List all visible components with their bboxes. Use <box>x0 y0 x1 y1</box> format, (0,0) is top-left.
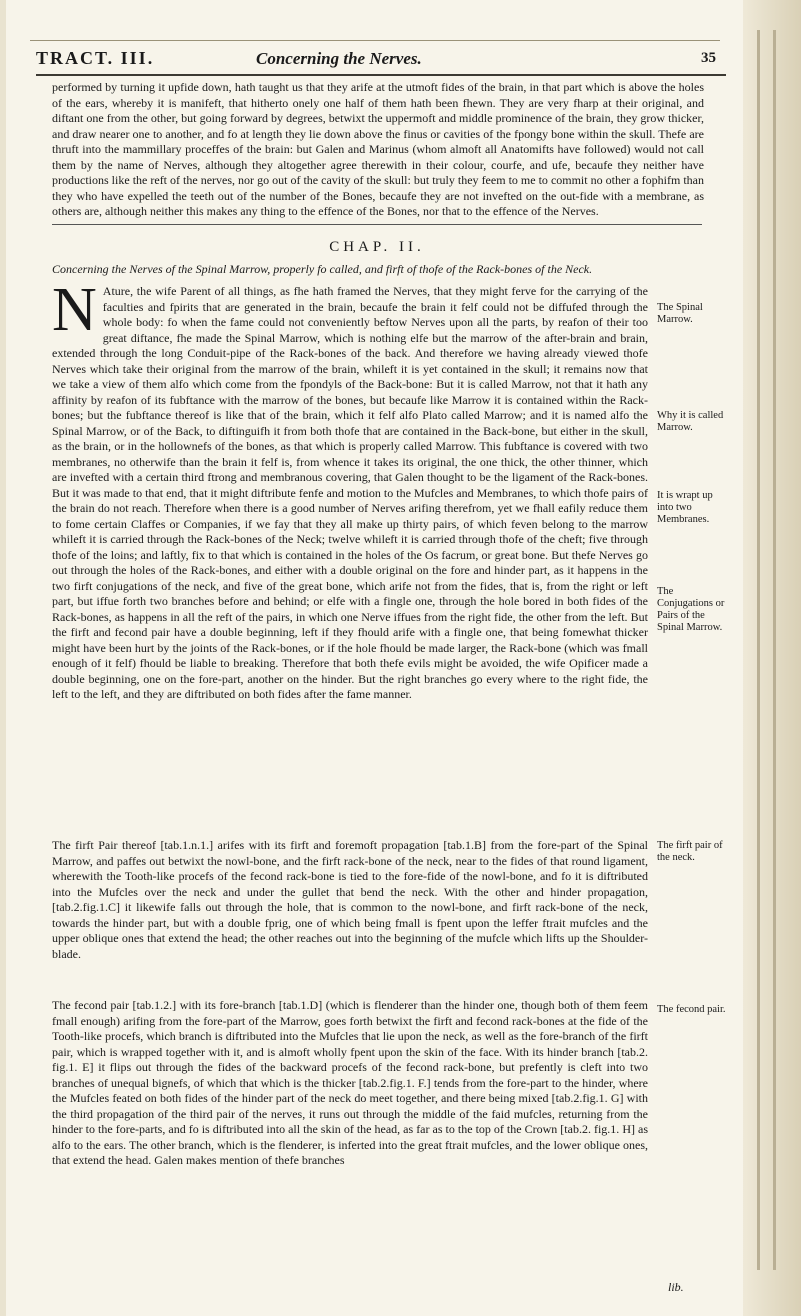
intro-paragraph: performed by turning it upfide down, hath taught us that they arife at the utmoft fides of the brain, in that part which is above the holes of the ears, whereby it is manifeft, that hitherto onely one half of them hath been fhewn. They are very fharp at their original, and diftant one from the other, but going forward by degrees, betwixt the uppermoft and middle prominence of the brain, they grow thicker, and draw nearer one to another, and fo at length they lie down above the finus or cavities of the fpongy bone within the skull. Thefe are thruft into the mammillary proceffes of the brain: but Galen and Marinus (whom almoft all Anatomifts have followed) would not call them by the name of Nerves, although they altogether agree therewith in their colour, courfe, and ufe, becaufe they neither have productions like the reft of the nerves, nor go out of the cavity of the skull: but truly they feem to me to commit no other a fophifm than they who have expelled the teeth out of the number of the Bones, becaufe they are not invefted on the out-fide with a membrane, as others are, although neither this makes any thing to the effence of the Bones, nor that to the effence of the Nerves. <box>52 80 704 218</box>
page-left-edge <box>0 0 6 1316</box>
binding-line <box>773 30 776 1270</box>
chapter-body <box>52 276 648 703</box>
paragraph-3: The fecond pair [tab.1.2.] with its fore-branch [tab.1.D] (which is flenderer than the hinder one, though both of them feem fmall enough) arifing from the fore-part of the Marrow, goes forth betwixt the firft and fecond rack-bones at the fide of the Tooth-like procefs, which branch is diftributed into the Mufcles that lie upon the neck, as well as the fore-branch of the firft pair, which is wrapped together with it, and is almoft wholly fpent upon the skin of the face. With its hinder branch [tab.2. fig.1. E] it flips out through the fides of the backward procefs of the fecond rack-bone, but prefently is cleft into two branches of unequal bignefs, of which that which is the thicker [tab.2.fig.1. F.] tends from the fore-part to the hinder, where the Mufcles feated on both fides of the hinder part of the neck do meet together, and there being mixed [tab.2.fig.1. G] with the third propagation of the third pair of the nerves, it runs out through the middle of the faid mufcles, returning from the hinder to the fore-parts, and fo is diftributed into all the skin of the head, as far as to the top of the Crown [tab.2. fig.1. H] as alfo to the ears. The other branch, which is the flenderer, is inferted into the great ftrait mufcles, and the lower oblique ones, that extend the head. Galen makes mention of thefe branches <box>52 998 648 1167</box>
margin-note: The fecond pair. <box>657 1004 726 1015</box>
page-number: 35 <box>701 50 716 66</box>
header-rule <box>36 74 726 76</box>
margin-note: It is wrapt up into two Membranes. <box>657 490 713 525</box>
margin-note: The Spinal Marrow. <box>657 302 703 325</box>
chapter-heading: CHAP. II. <box>329 239 425 255</box>
paragraph-2: The firft Pair thereof [tab.1.n.1.] arifes with its firft and foremoft propagation [tab.1.B] from the fore-part of the Spinal Marrow, and paffes out betwixt the nowl-bone, and the firft rack-bone of the neck, near to the fides of that round ligament, wherewith the Tooth-like procefs of the fecond rack-bone is tied to the fore-fide of the nowl-bone, and fo it is diftributed into the Mufcles over the neck and under the gullet that bend the neck. With the other and hinder propagation, [tab.2.fig.1.C] it likewife falls out through the hole, that is common to the nowl-bone, and firft rack-bone of the neck, towards the hinder part, but with a double fprig, one of which being fmall is fpent upon the leffer ftrait mufcles and the upper oblique ones that extend the head; the other reaches out into the beginning of the mufcle which lifts up the Shoulder-blade. <box>52 838 648 961</box>
drop-cap: N <box>52 276 97 344</box>
chapter-subtitle: Concerning the Nerves of the Spinal Marrow, properly fo called, and firft of thofe of the Rack-bones of the Neck. <box>52 262 593 276</box>
page-header <box>36 48 726 72</box>
tract-label: TRACT. III. <box>36 48 155 68</box>
margin-note: The firft pair of the neck. <box>657 840 723 863</box>
catchword: lib. <box>668 1280 684 1294</box>
running-title: Concerning the Nerves. <box>256 49 422 68</box>
paragraph-1: Ature, the wife Parent of all things, as fhe hath framed the Nerves, that they might ferve for the carrying of the faculties and fpirits that are generated in the brain, becaufe the brain it felf could not be diffufed through the whole body: fo when the fame could not conveniently beftow Nerves upon all the parts, by reafon of their too great diftance, fhe made the Spinal Marrow, which is nothing elfe but the marrow of the after-brain and brain, extended through the long Conduit-pipe of the Rack-bones of the back. And therefore we having already viewed thofe Nerves which take their original from the marrow of the brain, whileft it is yet contained in the skull; it remains now that we take a view of them alfo which come from the fpondyls of the Back-bone: But it is called Marrow, not that it hath any affinity by reafon of its fubftance with the marrow of the bones, but becaufe like Marrow it is contained within the Rack-bones; but the fubftance thereof is like that of the brain, which it felf alfo Plato called Marrow; and it is named alfo the Spinal Marrow, or of the Back, to diftinguifh it from both thofe that are contained in the Back-bone, but either in the skull, as the brain, or in the hollownefs of the bones, as that which is properly called Marrow. This fubftance is covered with two membranes, no otherwife than the brain it felf is, from whence it takes its original, the one thick, the other thinner, which are invefted with a certain third ftrong and membranous covering, that Galen thought to be the ligament of the Rack-bones. But it was made to that end, that it might diftribute fenfe and motion to the Mufcles and Membranes, to which thofe pairs of the brain do not reach. Therefore when there is a good number of Nerves arifing therefrom, yet we fhall eafily reduce them to fome certain Claffes or Companies, if we fay that they all make up thirty pairs, of which feven belong to the marrow whileft it is carried through the Rack-bones of the Neck; twelve whileft it is carried through thofe of the cheft; five through thofe of the loins; and laftly, fix to that which is contained in the holes of the Os facrum, or great bone. But thefe Nerves go out through the holes of the Rack-bones, and either with a double original on the fore and hinder part, as it happens in the two firft conjugations of the neck, and five of the great bone, which arife not from the fides, that is, from the right or left part, but iffue forth two branches before and behind; or elfe with a fingle one, through the hole bored in both fides of the Rack-bones, as happens in all the reft of the pairs, in which one Nerve iffues from the right fide, the other from the left. But the firft and fecond pair have a double beginning, left if they fhould arife with a fingle one, that being fomewhat thicker might have been hurt by the joints of the Rack-bones, or if the hole fhould be made larger, the Rack-bone (which was fmall enough of it felf) fhould be liable to breaking. Therefore that both thefe evils might be avoided, the wife Opificer made a double beginning, one on the fore-part, another on the hinder. But the right branches go every where to the right fide, the left to the left, and they are diftributed on both fides after the fame manner. <box>52 284 648 701</box>
book-binding-gutter <box>743 0 801 1316</box>
margin-note: The Conjugations or Pairs of the Spinal Marrow. <box>657 586 725 633</box>
margin-note: Why it is called Marrow. <box>657 410 724 433</box>
section-divider <box>52 224 702 225</box>
top-rule <box>30 40 720 41</box>
binding-line <box>757 30 760 1270</box>
